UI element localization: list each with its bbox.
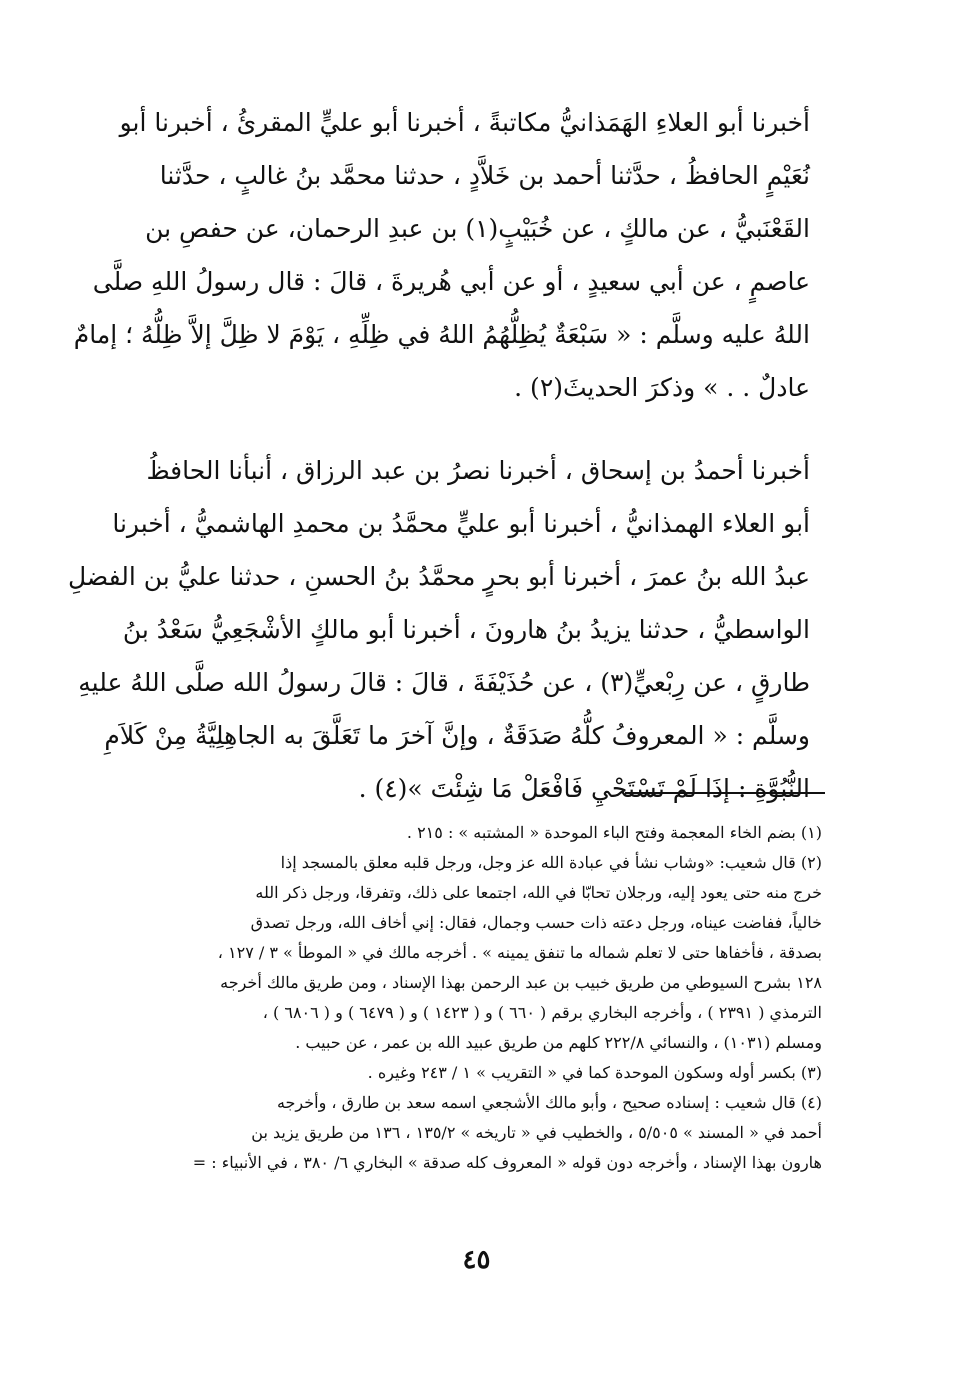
hadith-paragraph-2 xyxy=(67,444,810,815)
text-line: عبدُ الله بنُ عمرَ ، أخبرنا أبو بحرٍ محمَّدُ بنُ الحسنِ ، حدثنا عليُّ بن الفضلِ xyxy=(67,562,810,591)
footnote-line: ١٢٨ بشرح السيوطي من طريق خبيب بن عبد الرحمن بهذا الإسناد ، ومن طريق مالك أخرجه xyxy=(220,973,822,992)
footnotes xyxy=(160,818,822,1178)
footnote-line: أحمد في « المسند » ٥/٥٠٥ ، والخطيب في « تاريخه » ١٣٥/٢ ، ١٣٦ من طريق يزيد بن xyxy=(251,1123,822,1142)
footnote-1 xyxy=(160,818,822,848)
text-line: الواسطيُّ ، حدثنا يزيدُ بنُ هارونَ ، أخبرنا أبو مالكٍ الأشْجَعِيُّ سَعْدُ بنُ xyxy=(122,615,810,644)
footnote-line: خرج منه حتى يعود إليه، ورجلان تحابّا في الله، اجتمعا على ذلك، وتفرقا، ورجل ذكر الله xyxy=(255,883,822,902)
footnote-line: بصدقة ، فأخفاها حتى لا تعلم شماله ما تنفق يمينه » . أخرجه مالك في « الموطأ » ٣ / ١٢٧ ، xyxy=(217,943,822,962)
footnote-line: (٣) بكسر أوله وسكون الموحدة كما في « التقريب » ١ / ٢٤٣ وغيره . xyxy=(367,1063,822,1082)
text-line: نُعَيْمٍ الحافظُ ، حدَّثنا أحمد بن خَلاَّدٍ ، حدثنا محمَّد بنُ غالبٍ ، حدَّثنا xyxy=(159,161,810,190)
text-line: أخبرنا أحمدُ بن إسحاق ، أخبرنا نصرُ بن عبد الرزاق ، أنبأنا الحافظُ xyxy=(146,456,810,485)
footnote-separator xyxy=(625,792,825,794)
text-line: النُّبُوَّةِ : إذَا لَمْ تَسْتَحْيِ فَافْعَلْ مَا شِئْتَ »(٤) . xyxy=(358,774,810,803)
footnote-line: (١) بضم الخاء المعجمة وفتح الباء الموحدة « المشتبه » : ٢١٥ . xyxy=(406,823,822,842)
text-line: أبو العلاء الهمذانيُّ ، أخبرنا أبو عليٍّ محمَّدُ بن محمدِ الهاشميُّ ، أخبرنا xyxy=(112,509,810,538)
footnote-4 xyxy=(160,1088,822,1178)
footnote-line: هارون بهذا الإسناد ، وأخرجه دون قوله « المعروف كله صدقة » البخاري ٦/ ٣٨٠ ، في الأنبياء : = xyxy=(192,1153,822,1172)
text-line: اللهُ عليه وسلَّم : « سَبْعَةٌ يُظِلُّهُمُ اللهُ في ظِلِّهِ ، يَوْمَ لا ظِلَّ إلاَّ ظِلُّهُ ؛ إمامٌ xyxy=(73,320,810,349)
footnote-line: (٢) قال شعيب: «وشاب نشأ في عبادة الله عز وجل، ورجل قلبه معلق بالمسجد إذا xyxy=(280,853,822,872)
footnote-line: خالياً، ففاضت عيناه، ورجل دعته ذات حسب وجمال، فقال: إني أخاف الله، ورجل تصدق xyxy=(250,913,822,932)
text-line: القَعْنَبيُّ ، عن مالكٍ ، عن خُبَيْبٍ(١) بن عبدِ الرحمان، عن حفصِ بن xyxy=(145,214,810,243)
text-line: طارقٍ ، عن رِبْعيٍّ(٣) ، عن حُذَيْفَةَ ، قالَ : قالَ رسولُ الله صلَّى اللهُ عليهِ xyxy=(78,668,810,697)
text-line: أخبرنا أبو العلاءِ الهَمَذانيُّ مكاتبةً ، أخبرنا أبو عليٍّ المقرئُ ، أخبرنا أبو xyxy=(119,108,810,137)
footnote-line: (٤) قال شعيب : إسناده صحيح ، وأبو مالك الأشجعي اسمه سعد بن طارق ، وأخرجه xyxy=(276,1093,822,1112)
text-line: عاصمٍ ، عن أبي سعيدٍ ، أو عن أبي هُريرةَ ، قالَ : قال رسولُ اللهِ صلَّى xyxy=(92,267,810,296)
footnote-line: ومسلم (١٠٣١) ، والنسائي ٢٢٢/٨ كلهم من طريق عبيد الله بن عمر ، عن حبيب . xyxy=(295,1033,822,1052)
page-number: ٤٥ xyxy=(462,1245,491,1275)
hadith-paragraph-1 xyxy=(73,96,810,414)
main-text xyxy=(67,96,810,815)
footnote-line: الترمذي ( ٢٣٩١ ) ، وأخرجه البخاري برقم ( ٦٦٠ ) و ( ١٤٢٣ ) و ( ٦٤٧٩ ) و ( ٦٨٠٦ ) ، xyxy=(262,1003,822,1022)
text-line: وسلَّم : « المعروفُ كلُّهُ صَدَقَةٌ ، وإنَّ آخرَ ما تَعَلَّقَ به الجاهِلِيَّةُ مِنْ كَلاَمِ xyxy=(104,721,810,750)
footnote-2 xyxy=(160,848,822,1058)
footnote-3 xyxy=(160,1058,822,1088)
text-line: عادلٌ . . » وذكرَ الحديثَ(٢) . xyxy=(514,373,810,402)
